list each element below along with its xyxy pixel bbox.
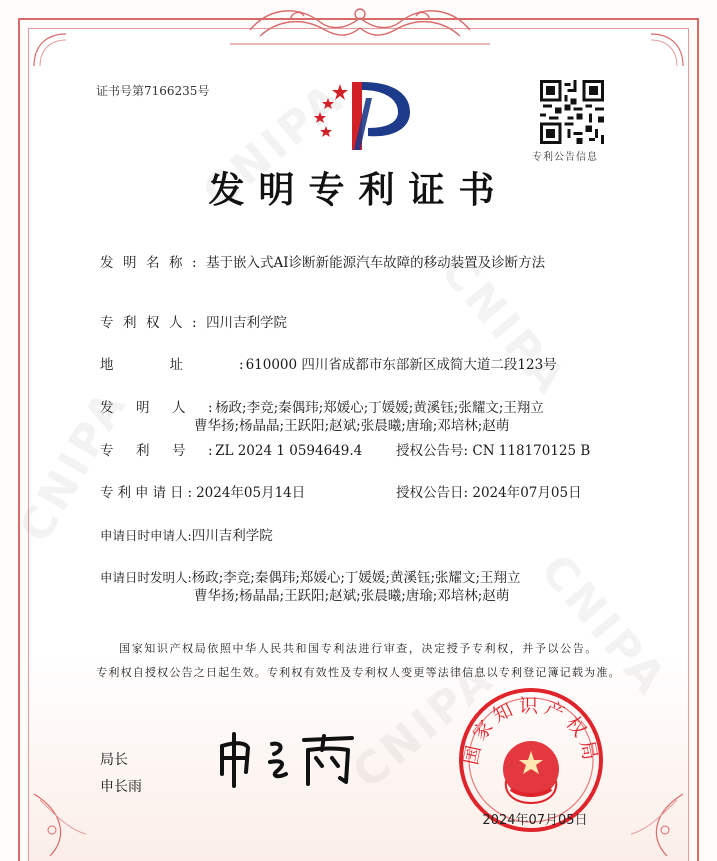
certificate-title: 发明专利证书 (208, 170, 509, 211)
applicant-at-filing-label: 申请日时申请人: (100, 528, 192, 543)
grant-notice-line2: 专利权自授权公告之日起生效。专利权有效性及专利权人变更等法律信息以专利登记簿记载为准。 (96, 666, 621, 679)
certificate-number: 证书号第7166235号 (96, 84, 210, 98)
grant-publication-date-value: 2024年07月05日 (472, 485, 582, 501)
application-date-value: 2024年05月14日 (196, 485, 306, 501)
seal-text: 国家知识产权局 (460, 695, 602, 767)
grant-notice-line1: 国家知识产权局依照中华人民共和国专利法进行审查，决定授予专利权，并予以公告。 (119, 642, 598, 655)
patentee-row (100, 311, 287, 331)
corner-ornament-top-left (30, 30, 70, 70)
inventors-row-continued (194, 414, 509, 434)
address-label: 地址: (100, 357, 300, 373)
signatory-name: 申长雨 (100, 779, 142, 795)
cnipa-logo (306, 78, 416, 154)
inventors-label: 发明人: (100, 400, 236, 416)
inventors-value-line1: 杨政;李竞;秦偶玮;郑媛心;丁媛媛;黄溪钰;张耀文;王翔立 (215, 400, 544, 416)
applicant-at-filing-value: 四川吉利学院 (191, 528, 273, 544)
invention-name-row (100, 251, 545, 271)
address-row (100, 353, 557, 373)
grant-publication-number-value: CN 118170125 B (472, 443, 591, 459)
grant-publication-number-row (396, 439, 590, 459)
signatory-title: 局长 (100, 752, 128, 768)
application-date-label: 专利申请日: (100, 485, 197, 501)
inventors-value-line2: 曹华扬;杨晶晶;王跃阳;赵斌;张晨曦;唐瑜;邓培林;赵萌 (194, 418, 510, 434)
applicant-at-filing-row (100, 524, 273, 544)
patentee-label: 专利权人: (100, 315, 207, 331)
inventors-at-filing-row (100, 566, 521, 586)
handwritten-signature (212, 728, 362, 788)
application-date-row (100, 481, 305, 501)
grant-publication-date-label: 授权公告日: (396, 485, 469, 501)
patent-number-value: ZL 2024 1 0594649.4 (215, 443, 363, 459)
patent-number-row (100, 439, 362, 459)
address-value: 610000 四川省成都市东部新区成简大道二段123号 (245, 357, 557, 373)
corner-ornament-top-right (647, 30, 687, 70)
invention-name-label: 发明名称: (100, 255, 207, 271)
patentee-value: 四川吉利学院 (206, 315, 288, 331)
grant-publication-number-label: 授权公告号: (396, 443, 469, 459)
patent-number-label: 专利号: (100, 443, 236, 459)
qr-code[interactable] (540, 80, 604, 144)
corner-ornament-bottom-right (627, 790, 687, 860)
qr-caption: 专利公告信息 (532, 152, 598, 163)
inventors-at-filing-value-line1: 杨政;李竞;秦偶玮;郑媛心;丁媛媛;黄溪钰;张耀文;王翔立 (191, 570, 521, 586)
inventors-row (100, 396, 544, 416)
inventors-at-filing-value-line2: 曹华扬;杨晶晶;王跃阳;赵斌;张晨曦;唐瑜;邓培林;赵萌 (194, 588, 510, 604)
inventors-at-filing-row-continued (194, 584, 509, 604)
seal-date: 2024年07月05日 (482, 813, 588, 828)
inventors-at-filing-label: 申请日时发明人: (100, 570, 192, 585)
grant-publication-date-row (396, 481, 582, 501)
top-ornament (230, 0, 490, 48)
invention-name-value: 基于嵌入式AI诊断新能源汽车故障的移动装置及诊断方法 (206, 255, 546, 271)
corner-ornament-bottom-left (30, 790, 90, 860)
